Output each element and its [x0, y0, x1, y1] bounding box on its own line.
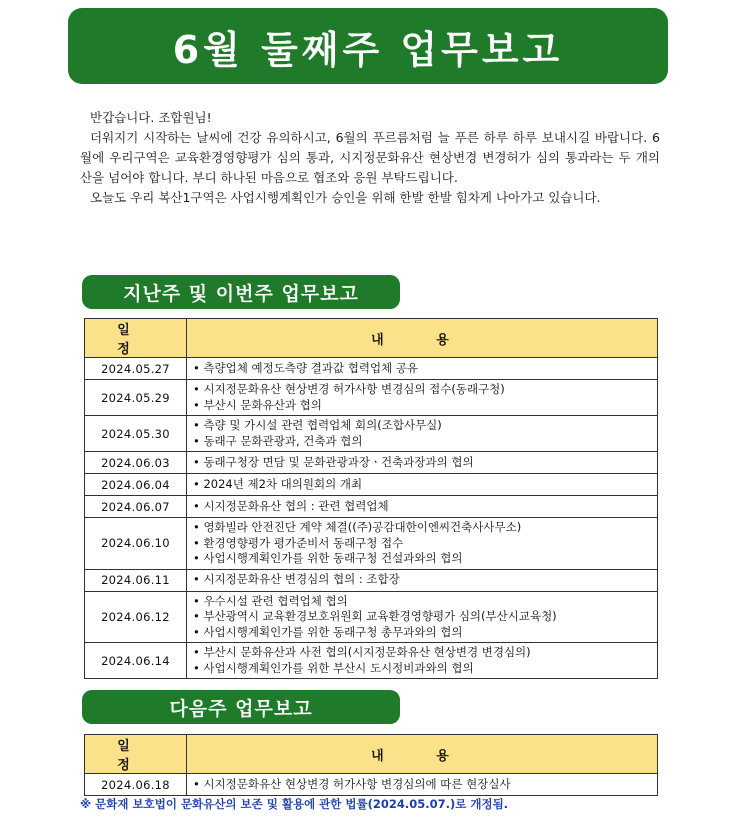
row-date: 2024.05.27	[85, 358, 187, 380]
table-row	[85, 518, 658, 570]
row-item: • 부산시 문화유산과 사전 협의(시지정문화유산 현상변경 변경심의)	[193, 645, 651, 661]
row-content	[187, 643, 658, 679]
row-content	[187, 416, 658, 452]
row-item: • 부산광역시 교육환경보호위원회 교육환경영향평가 심의(부산시교육청)	[193, 609, 651, 625]
row-item: • 측량업체 예정도측량 결과값 협력업체 공유	[193, 361, 651, 377]
row-date: 2024.05.29	[85, 380, 187, 416]
row-content	[187, 496, 658, 518]
column-header-content: 내 용	[187, 319, 658, 358]
row-content	[187, 591, 658, 643]
table-row	[85, 774, 658, 796]
column-header-date: 일 정	[85, 319, 187, 358]
weekly-report-table	[84, 318, 658, 679]
column-header-date: 일 정	[85, 735, 187, 774]
row-date: 2024.06.11	[85, 569, 187, 591]
row-content	[187, 518, 658, 570]
row-content	[187, 452, 658, 474]
row-item: • 부산시 문화유산과 협의	[193, 398, 651, 414]
row-content	[187, 474, 658, 496]
table-row	[85, 569, 658, 591]
row-item: • 동래구청장 면담 및 문화관광과장ㆍ건축과장과의 협의	[193, 455, 651, 471]
row-item: • 환경영향평가 평가준비서 동래구청 접수	[193, 536, 651, 552]
row-date: 2024.06.10	[85, 518, 187, 570]
footnote: ※ 문화재 보호법이 문화유산의 보존 및 활용에 관한 법률(2024.05.07.)로 개정됨.	[80, 797, 509, 811]
row-item: • 시지정문화유산 현상변경 허가사항 변경심의 접수(동래구청)	[193, 382, 651, 398]
table-header-row	[85, 735, 658, 774]
row-item: • 2024년 제2차 대의원회의 개최	[193, 477, 651, 493]
page-title: 6월 둘째주 업무보고	[68, 8, 668, 84]
row-content	[187, 774, 658, 796]
row-date: 2024.05.30	[85, 416, 187, 452]
row-date: 2024.06.18	[85, 774, 187, 796]
row-item: • 동래구 문화관광과, 건축과 협의	[193, 434, 651, 450]
table-row	[85, 416, 658, 452]
intro-text	[80, 108, 660, 208]
column-header-content: 내 용	[187, 735, 658, 774]
row-content	[187, 380, 658, 416]
table-row	[85, 358, 658, 380]
table-row	[85, 591, 658, 643]
row-date: 2024.06.04	[85, 474, 187, 496]
table-header-row	[85, 319, 658, 358]
row-item: • 우수시설 관련 협력업체 협의	[193, 594, 651, 610]
table-row	[85, 496, 658, 518]
row-content	[187, 358, 658, 380]
section-title-next-week: 다음주 업무보고	[82, 690, 400, 724]
table-row	[85, 380, 658, 416]
row-item: • 시지정문화유산 현상변경 허가사항 변경심의에 따른 현장실사	[193, 777, 651, 793]
row-date: 2024.06.07	[85, 496, 187, 518]
row-content	[187, 569, 658, 591]
next-week-table	[84, 734, 658, 796]
section-title-weekly-report: 지난주 및 이번주 업무보고	[82, 275, 400, 309]
row-item: • 측량 및 가시설 관련 협력업체 회의(조합사무실)	[193, 418, 651, 434]
intro-greeting: 반갑습니다. 조합원님!	[90, 110, 212, 125]
table-row	[85, 452, 658, 474]
row-date: 2024.06.14	[85, 643, 187, 679]
row-item: • 사업시행계획인가를 위한 동래구청 건설과와의 협의	[193, 551, 651, 567]
intro-paragraph-1: 더워지기 시작하는 날씨에 건강 유의하시고, 6월의 푸르름처럼 늘 푸른 하루 하루 보내시길 바랍니다. 6월에 우리구역은 교육환경영향평가 심의 통과, 시지정문화유산 현상변경 변경허가 심의 통과라는 두 개의 산을 넘어야 합니다. 부디 하나된 마음으로 협조와 응원 부탁드립니다.	[80, 130, 660, 185]
row-item: • 시지정문화유산 변경심의 협의 : 조합장	[193, 572, 651, 588]
table-row	[85, 474, 658, 496]
row-item: • 사업시행계획인가를 위한 동래구청 총무과와의 협의	[193, 625, 651, 641]
row-date: 2024.06.12	[85, 591, 187, 643]
intro-paragraph-2: 오늘도 우리 복산1구역은 사업시행계획인가 승인을 위해 한발 한발 힘차게 나아가고 있습니다.	[90, 190, 601, 205]
row-item: • 사업시행계획인가를 위한 부산시 도시정비과와의 협의	[193, 661, 651, 677]
row-item: • 시지정문화유산 협의 : 관련 협력업체	[193, 499, 651, 515]
row-date: 2024.06.03	[85, 452, 187, 474]
row-item: • 영화빌라 안전진단 계약 체결((주)공감대한이엔씨건축사사무소)	[193, 520, 651, 536]
table-row	[85, 643, 658, 679]
